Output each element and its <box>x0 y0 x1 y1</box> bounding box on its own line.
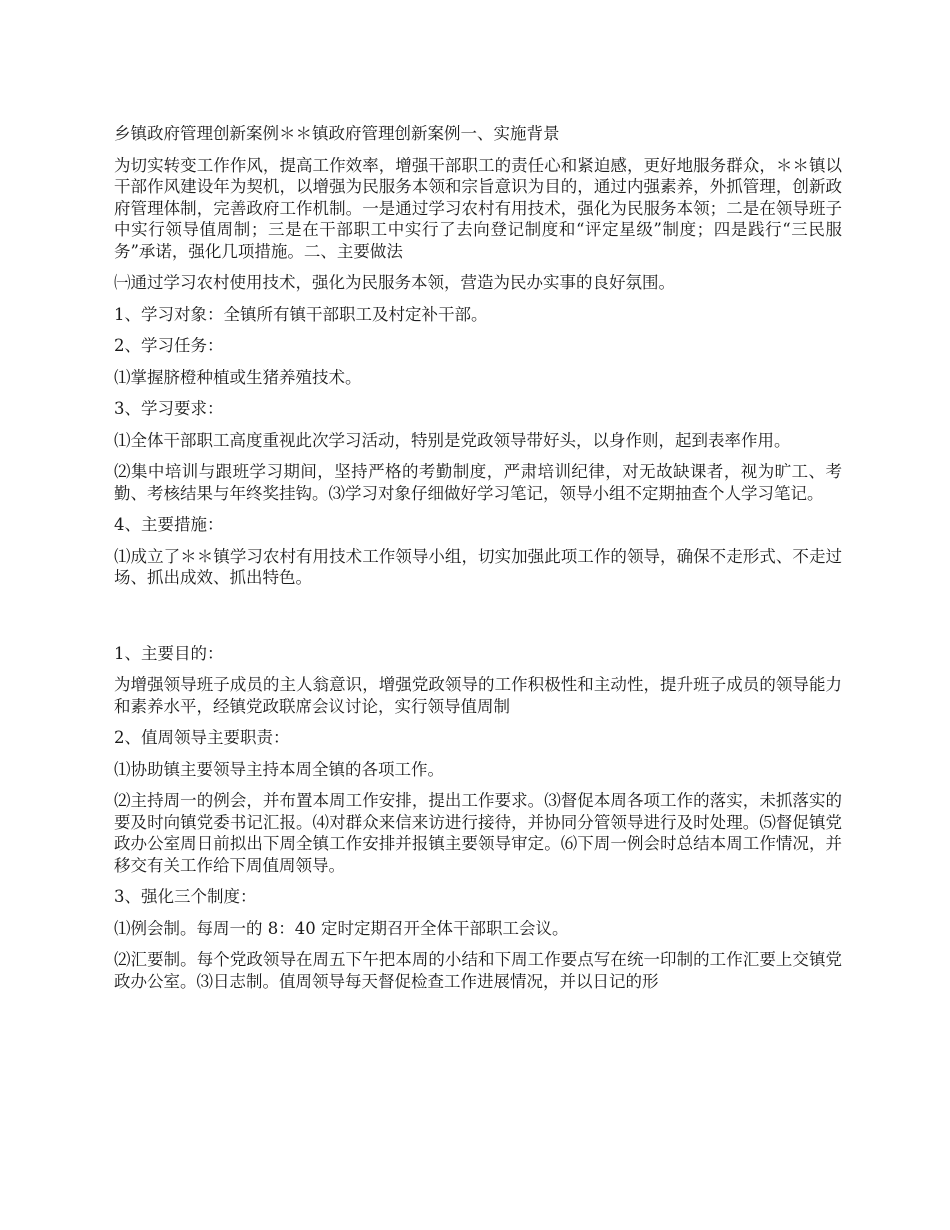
paragraph: 3、学习要求： <box>114 399 224 418</box>
paragraph: 为切实转变工作作风，提高工作效率，增强干部职工的责任心和紧迫感，更好地服务群众，＊＊镇以干部作风建设年为契机，以增强为民服务本领和宗旨意识为目的，通过内强素养，外抓管理，创新政府管理体制，完善政府工作机制。一是通过学习农村有用技术，强化为民服务本领；二是在领导班子中实行领导值周制；三是在干部职工中实行了去向登记制度和“评定星级”制度；四是践行“三民服务”承诺，强化几项措施。二、主要做法 <box>114 155 842 261</box>
paragraph: 2、学习任务： <box>114 336 224 355</box>
paragraph: 1、主要目的： <box>114 643 224 663</box>
paragraph: 4、主要措施： <box>114 515 224 534</box>
paragraph: ⑴全体干部职工高度重视此次学习活动，特别是党政领导带好头，以身作则，起到表率作用。 <box>114 430 791 450</box>
paragraph: ㈠通过学习农村使用技术，强化为民服务本领，营造为民办实事的良好氛围。 <box>114 273 675 292</box>
document-title: 乡镇政府管理创新案例＊＊镇政府管理创新案例一、实施背景 <box>114 124 560 143</box>
paragraph: 3、强化三个制度： <box>114 887 257 906</box>
document-body <box>114 123 842 1002</box>
paragraph: ⑵汇要制。每个党政领导在周五下午把本周的小结和下周工作要点写在统一印制的工作汇要上交镇党政办公室。⑶日志制。值周领导每天督促检查工作进展情况，并以日记的形 <box>114 950 842 991</box>
paragraph: 为增强领导班子成员的主人翁意识，增强党政领导的工作积极性和主动性，提升班子成员的领导能力和素养水平，经镇党政联席会议讨论，实行领导值周制 <box>114 675 842 716</box>
section-gap <box>114 599 842 643</box>
paragraph: ⑴例会制。每周一的 8：40 定时定期召开全体干部职工会议。 <box>114 918 569 938</box>
paragraph: ⑵主持周一的例会，并布置本周工作安排，提出工作要求。⑶督促本周各项工作的落实，未抓落实的要及时向镇党委书记汇报。⑷对群众来信来访进行接待，并协同分管领导进行及时处理。⑸督促镇党政办公室周日前拟出下周全镇工作安排并报镇主要领导审定。⑹下周一例会时总结本周工作情况，并移交有关工作给下周值周领导。 <box>114 791 842 875</box>
paragraph: 2、值周领导主要职责： <box>114 728 290 747</box>
paragraph: ⑵集中培训与跟班学习期间，坚持严格的考勤制度，严肃培训纪律，对无故缺课者，视为旷工、考勤、考核结果与年终奖挂钩。⑶学习对象仔细做好学习笔记，领导小组不定期抽查个人学习笔记。 <box>114 462 842 503</box>
paragraph: 1、学习对象：全镇所有镇干部职工及村定补干部。 <box>114 304 488 324</box>
paragraph: ⑴成立了＊＊镇学习农村有用技术工作领导小组，切实加强此项工作的领导，确保不走形式、不走过场、抓出成效、抓出特色。 <box>114 546 842 587</box>
paragraph: ⑴协助镇主要领导主持本周全镇的各项工作。 <box>114 759 444 779</box>
paragraph: ⑴掌握脐橙种植或生猪养殖技术。 <box>114 367 362 387</box>
